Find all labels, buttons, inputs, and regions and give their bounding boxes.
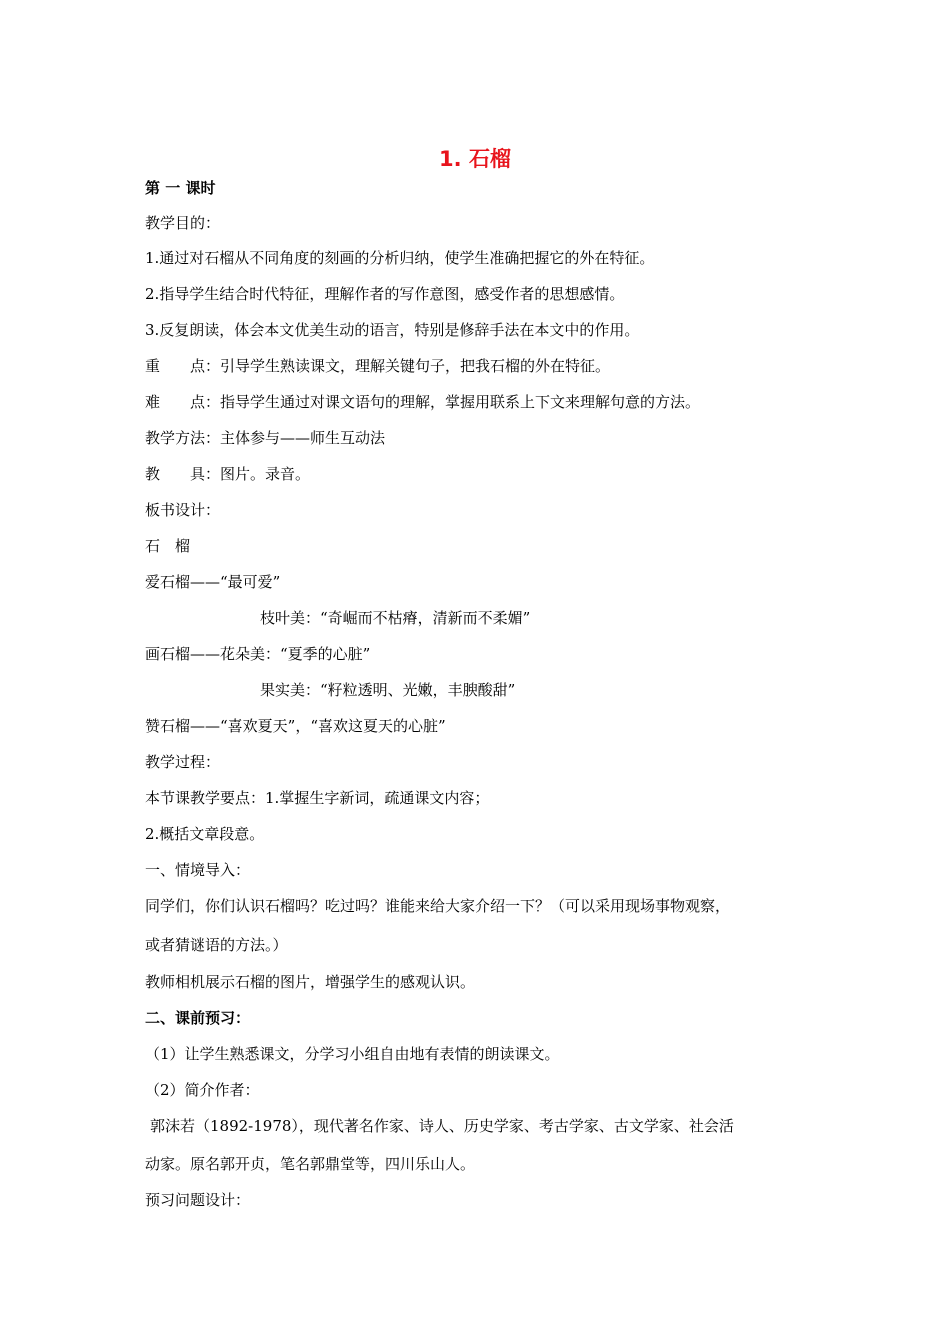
key-point: 重 点：引导学生熟读课文，理解关键句子，把我石榴的外在特征。	[145, 357, 611, 375]
board-fruit: 果实美：“籽粒透明、光嫩，丰腴酸甜”	[260, 681, 516, 699]
teaching-aids: 教 具：图片。录音。	[145, 465, 311, 483]
lesson-key-points: 本节课教学要点：1.掌握生字新词，疏通课文内容；	[145, 789, 490, 807]
goal-1: 1.通过对石榴从不同角度的刻画的分析归纳，使学生准确把握它的外在特征。	[145, 249, 655, 267]
board-title: 石 榴	[145, 537, 191, 555]
board-design-heading: 板书设计：	[145, 501, 221, 519]
intro-question: 同学们，你们认识石榴吗？吃过吗？谁能来给大家介绍一下？（可以采用现场事物观察，	[145, 897, 731, 915]
teacher-shows-picture: 教师相机展示石榴的图片，增强学生的感观认识。	[145, 973, 476, 991]
difficult-point: 难 点：指导学生通过对课文语句的理解，掌握用联系上下文来理解句意的方法。	[145, 393, 701, 411]
teaching-goals-heading: 教学目的：	[145, 214, 221, 232]
lesson-period: 第 一 课时	[145, 179, 216, 197]
board-praise: 赞石榴——“喜欢夏天”，“喜欢这夏天的心脏”	[145, 717, 446, 735]
goal-2: 2.指导学生结合时代特征，理解作者的写作意图，感受作者的思想感情。	[145, 285, 625, 303]
author-bio: 郭沫若（1892-1978），现代著名作家、诗人、历史学家、考古学家、古文学家、社会活	[150, 1117, 734, 1135]
teaching-process-heading: 教学过程：	[145, 753, 221, 771]
intro-question-cont: 或者猜谜语的方法。）	[145, 936, 288, 954]
teaching-method: 教学方法：主体参与——师生互动法	[145, 429, 386, 447]
preview-step-2: （2）简介作者：	[145, 1081, 260, 1099]
preview-questions-heading: 预习问题设计：	[145, 1191, 251, 1209]
preview-step-1: （1）让学生熟悉课文，分学习小组自由地有表情的朗读课文。	[145, 1045, 560, 1063]
board-leaves: 枝叶美：“奇崛而不枯瘠，清新而不柔媚”	[260, 609, 531, 627]
board-love: 爱石榴——“最可爱”	[145, 573, 281, 591]
section-2-heading: 二、课前预习：	[145, 1009, 251, 1027]
page-title: 1. 石榴	[439, 147, 511, 171]
board-paint: 画石榴——花朵美：“夏季的心脏”	[145, 645, 371, 663]
goal-3: 3.反复朗读，体会本文优美生动的语言，特别是修辞手法在本文中的作用。	[145, 321, 640, 339]
lesson-key-point-2: 2.概括文章段意。	[145, 825, 265, 843]
author-bio-cont: 动家。原名郭开贞，笔名郭鼎堂等，四川乐山人。	[145, 1155, 476, 1173]
section-1-heading: 一、情境导入：	[145, 861, 251, 879]
